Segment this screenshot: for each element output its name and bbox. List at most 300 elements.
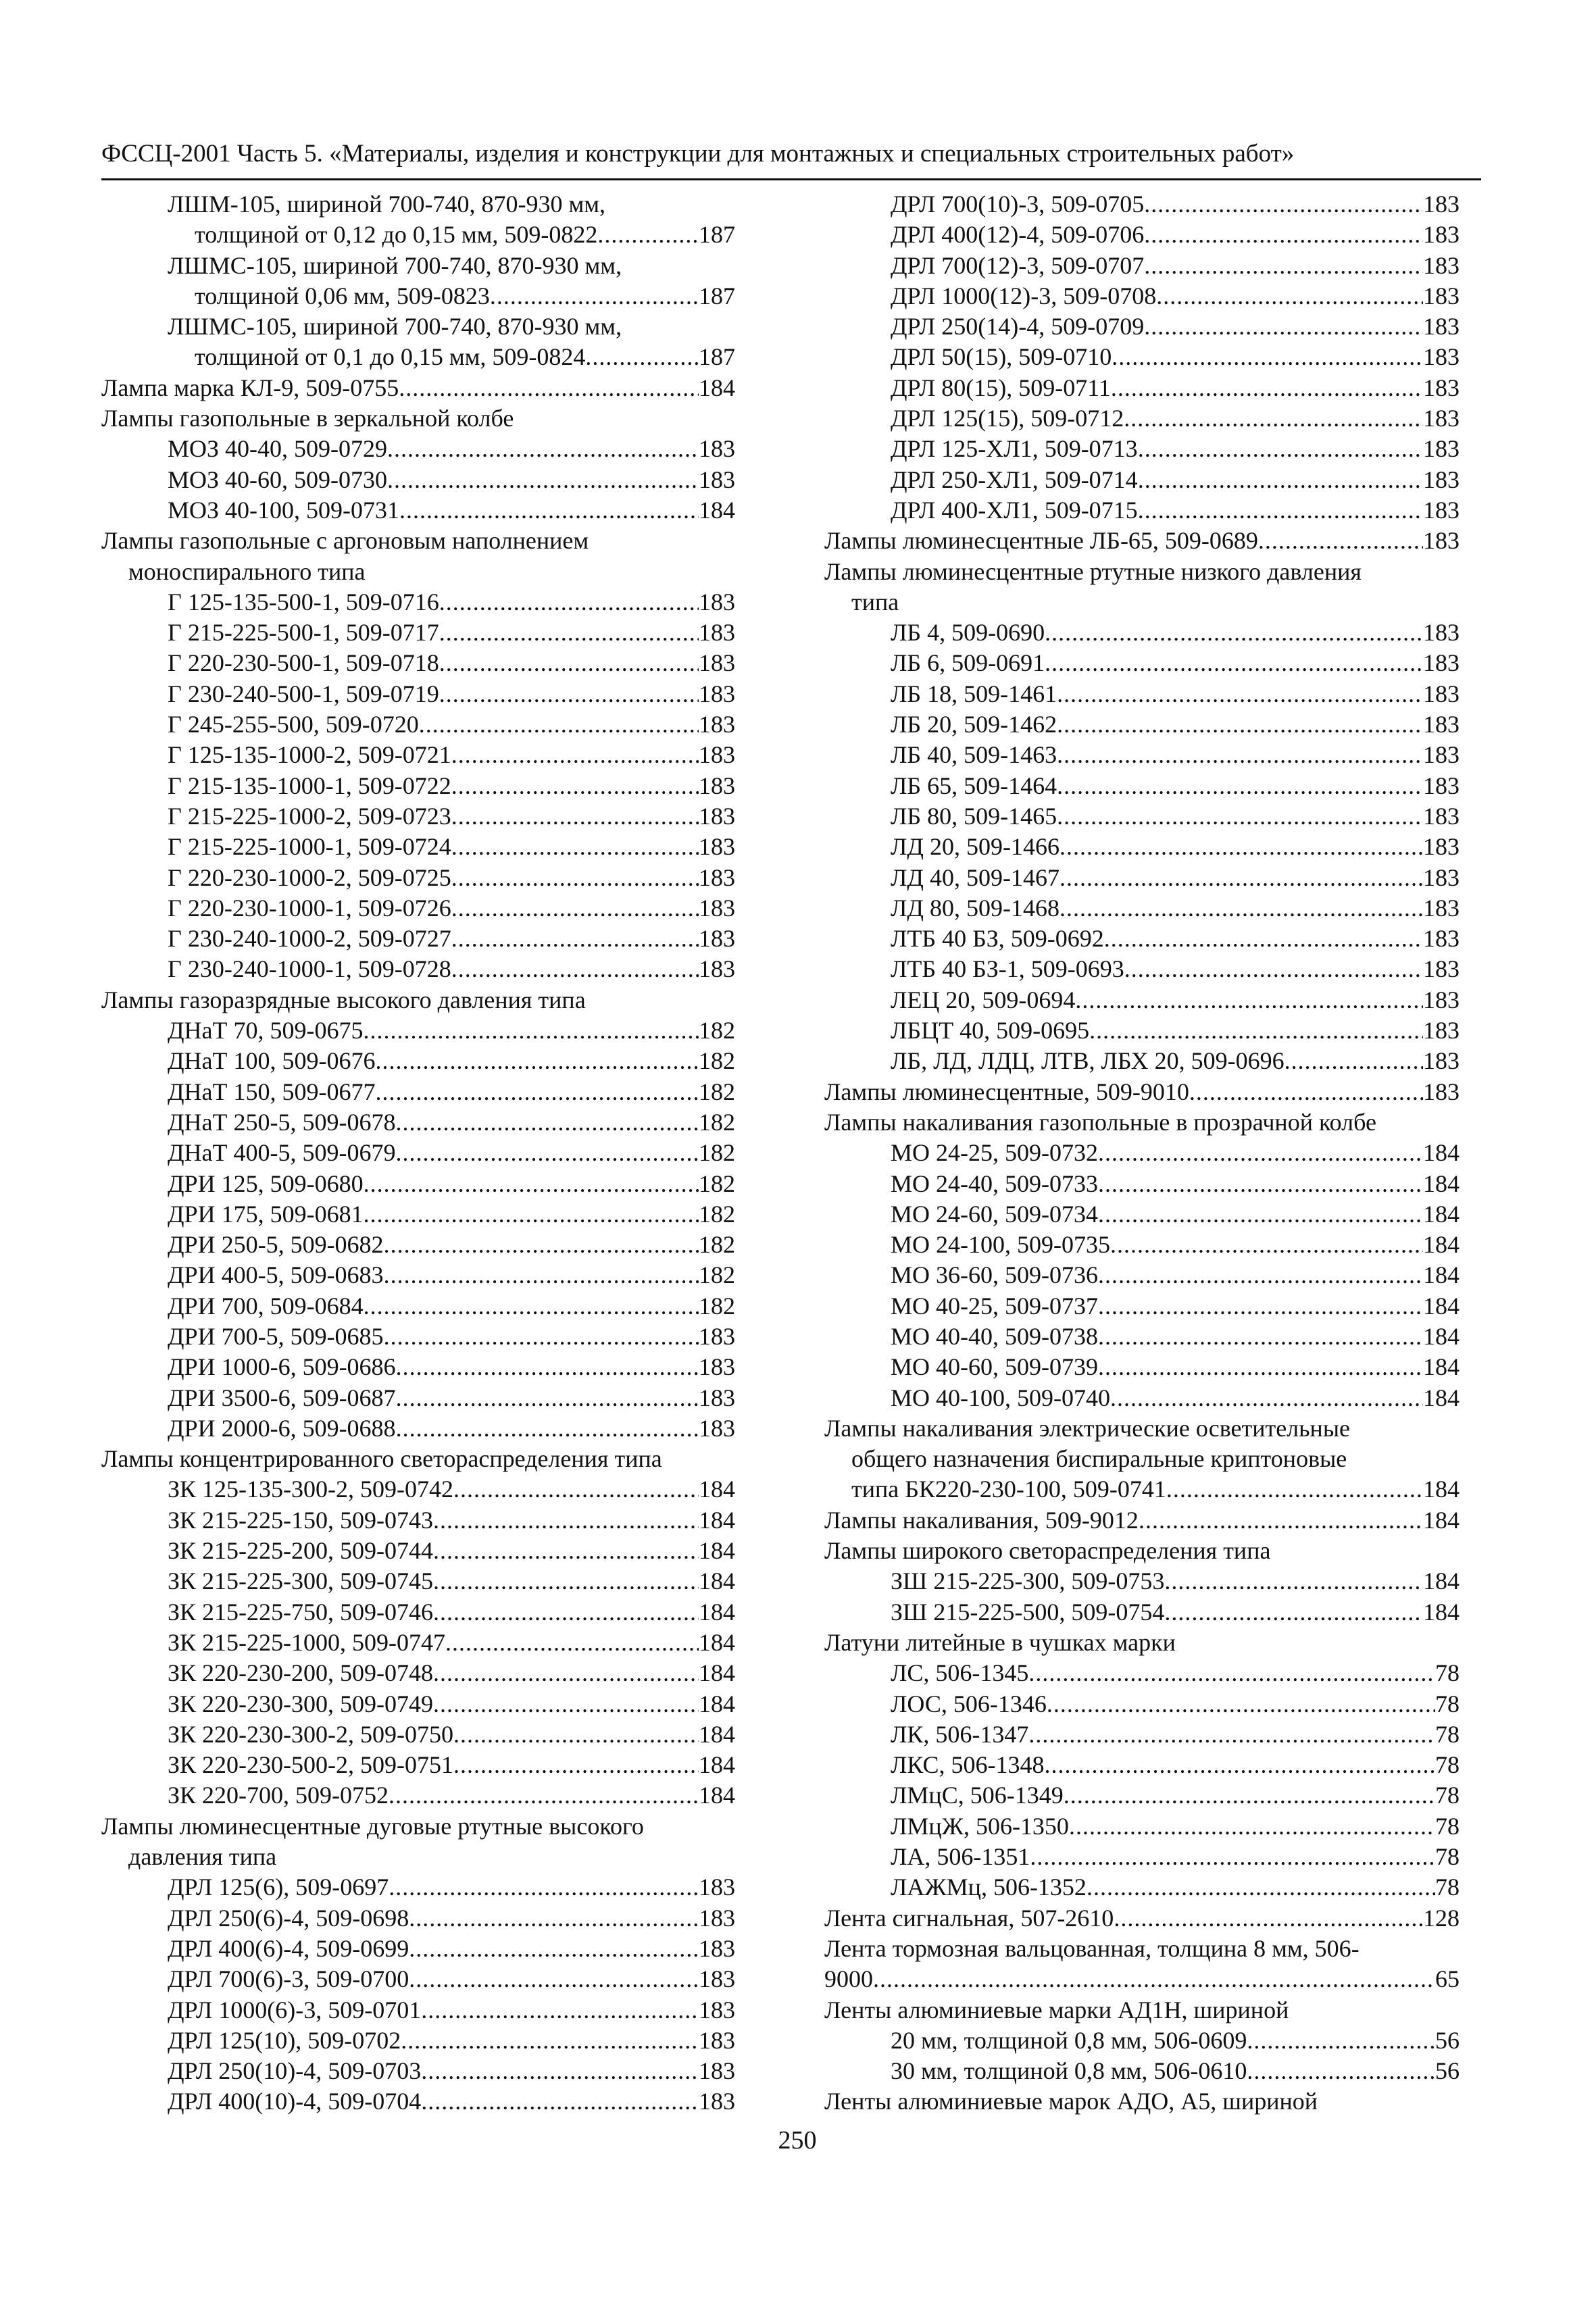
index-entry-line: [168, 1995, 735, 2026]
index-page-ref: 184: [1423, 1476, 1460, 1503]
index-entry-line: [168, 618, 735, 648]
index-entry-text: Лампы накаливания электрические осветительные: [824, 1414, 1350, 1442]
index-page-ref: 182: [699, 1139, 735, 1167]
index-entry-text: толщиной от 0,12 до 0,15 мм, 509-0822: [195, 221, 598, 249]
index-entry-line: [824, 1536, 1460, 1566]
index-subentry: [824, 985, 1460, 1015]
index-entry-line: [168, 1872, 735, 1903]
index-page-ref: 182: [699, 1108, 735, 1136]
index-entry-line: [168, 1597, 735, 1628]
index-page-ref: 183: [1423, 1017, 1460, 1045]
index-entry-text: ЛМцЖ, 506-1350: [891, 1812, 1069, 1840]
index-entry-line: [168, 648, 735, 678]
dot-leader: [399, 495, 699, 526]
index-entry-text: ДРЛ 125(6), 509-0697: [168, 1873, 389, 1901]
index-subentry: [101, 1964, 735, 1994]
index-entry-line: [891, 495, 1460, 526]
index-entry-text: ЗШ 215-225-500, 509-0754: [891, 1598, 1165, 1626]
index-subentry: [824, 1230, 1460, 1260]
index-subentry: [824, 465, 1460, 495]
page-number: 250: [778, 2126, 817, 2155]
index-page-ref: 187: [699, 282, 735, 309]
dot-leader: [384, 1260, 699, 1290]
index-entry-line: [168, 1566, 735, 1596]
index-subentry: [101, 1015, 735, 1046]
index-entry-text: типа: [851, 588, 899, 615]
index-entry-text: МОЗ 40-40, 509-0729: [168, 435, 388, 463]
index-entry-line: [168, 1230, 735, 1260]
index-page-ref: 183: [1423, 955, 1460, 983]
index-subentry: [824, 1842, 1460, 1872]
index-page-ref: 183: [699, 588, 735, 615]
index-entry-text: ДРЛ 250(14)-4, 509-0709: [891, 313, 1145, 341]
index-subentry: [824, 251, 1460, 281]
index-subentry: [101, 1199, 735, 1230]
index-page-ref: 184: [1423, 1169, 1460, 1197]
dot-leader: [1144, 189, 1423, 220]
index-entry-text: ЛТБ 40 БЗ, 509-0692: [891, 925, 1104, 953]
index-subentry: [101, 587, 735, 618]
index-entry-line: [168, 1107, 735, 1138]
index-entry-line: [168, 1260, 735, 1290]
index-entry-line: [168, 434, 735, 464]
index-entry-line: [891, 1719, 1460, 1750]
dot-leader: [409, 1964, 699, 1994]
index-entry-line: [891, 403, 1460, 434]
dot-leader: [1057, 709, 1423, 740]
index-entry-line: [168, 801, 735, 832]
index-entry-line: [891, 648, 1460, 678]
index-entry-text: Лампа марка КЛ-9, 509-0755: [101, 374, 399, 401]
index-entry-text: ДРИ 125, 509-0680: [168, 1169, 364, 1197]
index-entry-text: ЛТБ 40 БЗ-1, 509-0693: [891, 955, 1124, 983]
index-page-ref: 184: [1423, 1200, 1460, 1228]
index-entry-text: ДРЛ 50(15), 509-0710: [891, 343, 1112, 371]
index-page-ref: 183: [699, 802, 735, 830]
index-page-ref: 182: [699, 1261, 735, 1289]
index-entry-line: [891, 1322, 1460, 1352]
index-subentry: [824, 1138, 1460, 1168]
index-entry-line: [168, 740, 735, 770]
index-entry-line: [824, 1444, 1460, 1474]
index-page-ref: 183: [699, 1904, 735, 1932]
index-entry-text: ЛБ 80, 509-1465: [891, 802, 1057, 830]
index-page-ref: 184: [1423, 1292, 1460, 1319]
dot-leader: [585, 342, 699, 372]
index-entry-line: [168, 1291, 735, 1322]
index-page-ref: 184: [699, 1782, 735, 1809]
index-entry-line: [101, 526, 735, 556]
index-entry-text: ЗК 220-230-200, 509-0748: [168, 1659, 434, 1687]
index-entry-text: ДНаТ 250-5, 509-0678: [168, 1108, 396, 1136]
index-entry-line: [824, 1964, 1460, 1994]
index-entry-line: [891, 434, 1460, 464]
index-page-ref: 183: [699, 1934, 735, 1962]
dot-leader: [433, 1505, 699, 1536]
index-page-ref: 183: [699, 863, 735, 891]
index-subentry: [101, 1383, 735, 1413]
index-subentry: [101, 1780, 735, 1811]
index-entry-line: [168, 342, 735, 372]
index-subentry: [101, 1658, 735, 1688]
index-subentry: [824, 648, 1460, 678]
index-page-ref: 183: [1423, 405, 1460, 432]
index-entry-text: ЛБ 65, 509-1464: [891, 772, 1057, 799]
index-entry-line: [168, 771, 735, 801]
index-entry: [824, 1505, 1460, 1536]
dot-leader: [1089, 1015, 1423, 1046]
index-subentry: [101, 311, 735, 373]
dot-leader: [1098, 1291, 1423, 1322]
index-subentry: [824, 311, 1460, 342]
dot-leader: [1139, 1505, 1423, 1536]
index-page-ref: 183: [1423, 496, 1460, 524]
index-entry-line: [891, 1260, 1460, 1290]
index-entry-text: ДНаТ 70, 509-0675: [168, 1017, 364, 1045]
index-entry-text: Лампы газопольные с аргоновым наполнением: [101, 527, 589, 555]
index-subentry: [824, 924, 1460, 954]
page-header: ФССЦ-2001 Часть 5. «Материалы, изделия и конструкции для монтажных и специальных строительных работ»: [101, 140, 1295, 168]
index-subentry: [101, 1169, 735, 1199]
index-entry-text: ДРЛ 700(10)-3, 509-0705: [891, 191, 1145, 218]
index-entry-line: [891, 1291, 1460, 1322]
index-page-ref: 78: [1435, 1873, 1460, 1901]
dot-leader: [453, 1474, 699, 1505]
index-page-ref: 183: [1423, 1078, 1460, 1105]
dot-leader: [1156, 281, 1423, 311]
dot-leader: [433, 1689, 699, 1719]
index-entry-text: Г 215-225-500-1, 509-0717: [168, 619, 439, 647]
index-entry: [824, 1107, 1460, 1138]
index-entry: [824, 1995, 1460, 2026]
index-page-ref: 182: [699, 1231, 735, 1259]
index-page-ref: 184: [699, 1628, 735, 1656]
index-page-ref: 184: [699, 1567, 735, 1595]
index-subentry: [824, 1719, 1460, 1750]
dot-leader: [409, 1934, 699, 1964]
index-entry-line: [891, 679, 1460, 709]
index-entry-text: Лента сигнальная, 507-2610: [824, 1904, 1114, 1932]
index-entry-text: Лампы люминесцентные ЛБ-65, 509-0689: [824, 527, 1258, 555]
index-page-ref: 183: [1423, 221, 1460, 249]
dot-leader: [433, 1536, 699, 1566]
index-entry-text: давления типа: [128, 1843, 277, 1871]
index-entry-text: Лампы накаливания газопольные в прозрачной колбе: [824, 1108, 1376, 1136]
index-page-ref: 183: [1423, 802, 1460, 830]
index-entry-text: ДРЛ 250(10)-4, 509-0703: [168, 2057, 422, 2085]
index-subentry: [101, 1352, 735, 1382]
index-entry-line: [891, 1750, 1460, 1780]
index-subentry: [824, 1322, 1460, 1352]
index-entry-line: [168, 2026, 735, 2056]
dot-leader: [364, 1015, 699, 1046]
index-subentry: [101, 1291, 735, 1322]
index-entry: [824, 557, 1460, 618]
index-entry-text: моноспирального типа: [128, 557, 366, 585]
index-entry-text: Ленты алюминиевые марки АД1Н, шириной: [824, 1996, 1289, 2023]
index-entry-text: ЛБЦТ 40, 509-0695: [891, 1017, 1090, 1045]
index-entry-text: ДРИ 1000-6, 509-0686: [168, 1353, 396, 1381]
index-subentry: [101, 1077, 735, 1107]
index-entry-text: ЛШМ-105, шириной 700-740, 870-930 мм,: [168, 191, 606, 218]
index-entry-text: МО 40-60, 509-0739: [891, 1353, 1098, 1381]
index-subentry: [824, 1597, 1460, 1628]
dot-leader: [439, 618, 699, 648]
dot-leader: [1285, 1046, 1423, 1076]
index-entry-text: ЛКС, 506-1348: [891, 1751, 1045, 1779]
index-entry-text: Лента тормозная вальцованная, толщина 8 мм, 506-: [824, 1934, 1360, 1962]
index-entry-line: [168, 1015, 735, 1046]
index-page-ref: 184: [699, 1537, 735, 1565]
index-page-ref: 184: [699, 1751, 735, 1779]
index-subentry: [101, 189, 735, 251]
index-subentry: [101, 740, 735, 770]
dot-leader: [384, 1322, 699, 1352]
dot-leader: [1098, 1138, 1423, 1168]
index-entry-line: [168, 1536, 735, 1566]
dot-leader: [1045, 648, 1423, 678]
index-page-ref: 184: [1423, 1322, 1460, 1350]
index-entry-text: Г 220-230-1000-2, 509-0725: [168, 863, 451, 891]
index-entry-text: МО 40-25, 509-0737: [891, 1292, 1098, 1319]
index-entry-line: [891, 251, 1460, 281]
index-entry-text: ЗК 215-225-750, 509-0746: [168, 1598, 434, 1626]
index-entry-text: Г 230-240-1000-1, 509-0728: [168, 955, 451, 983]
index-subentry: [824, 1169, 1460, 1199]
index-entry-text: ДРИ 175, 509-0681: [168, 1200, 364, 1228]
index-entry-line: [891, 771, 1460, 801]
index-entry-line: [891, 1383, 1460, 1413]
index-page-ref: 183: [1423, 711, 1460, 738]
index-entry-line: [168, 1322, 735, 1352]
index-entry-line: [891, 1015, 1460, 1046]
index-entry-text: ЛБ 4, 509-0690: [891, 619, 1045, 647]
index-entry-line: [891, 1658, 1460, 1688]
index-entry-text: ДРИ 700, 509-0684: [168, 1292, 364, 1319]
dot-leader: [1028, 1658, 1435, 1688]
index-entry-line: [824, 1077, 1460, 1107]
index-entry-text: ЛБ 20, 509-1462: [891, 711, 1057, 738]
dot-leader: [1057, 679, 1423, 709]
index-entry-text: Лампы широкого светораспределения типа: [824, 1537, 1271, 1565]
index-page-ref: 184: [699, 1476, 735, 1503]
index-entry: [101, 373, 735, 403]
index-subentry: [824, 679, 1460, 709]
dot-leader: [1057, 801, 1423, 832]
index-subentry: [824, 1015, 1460, 1046]
index-subentry: [101, 1995, 735, 2026]
index-page-ref: 183: [699, 2088, 735, 2115]
index-entry-text: ЛБ 6, 509-0691: [891, 649, 1045, 677]
index-subentry: [101, 1260, 735, 1290]
dot-leader: [1059, 832, 1423, 862]
index-entry-text: Г 215-225-1000-1, 509-0724: [168, 833, 451, 861]
index-entry-text: Лампы люминесцентные, 509-9010: [824, 1078, 1189, 1105]
index-entry-text: ДРЛ 80(15), 509-0711: [891, 374, 1111, 401]
index-entry-line: [824, 1413, 1460, 1444]
index-entry-line: [891, 1199, 1460, 1230]
index-subentry: [824, 801, 1460, 832]
index-entry-text: Лампы газопольные в зеркальной колбе: [101, 405, 514, 432]
index-entry-text: МО 24-25, 509-0732: [891, 1139, 1098, 1167]
index-entry-text: Лампы люминесцентные ртутные низкого давления: [824, 557, 1362, 585]
index-entry-text: Латуни литейные в чушках марки: [824, 1628, 1176, 1656]
dot-leader: [396, 1352, 699, 1382]
index-subentry: [101, 924, 735, 954]
dot-leader: [421, 2086, 699, 2117]
index-entry-line: [824, 557, 1460, 587]
dot-leader: [364, 1169, 699, 1199]
index-page-ref: 183: [699, 466, 735, 493]
index-entry-line: [891, 1689, 1460, 1719]
index-subentry: [824, 1872, 1460, 1903]
index-entry-line: [824, 1903, 1460, 1934]
index-page-ref: 184: [1423, 1261, 1460, 1289]
dot-leader: [396, 1107, 699, 1138]
index-entry-text: ЗК 215-225-200, 509-0744: [168, 1537, 434, 1565]
index-entry: [824, 1536, 1460, 1566]
header-rule: [101, 178, 1481, 180]
index-subentry: [101, 2086, 735, 2117]
index-entry: [824, 1903, 1460, 1934]
index-entry-line: [891, 863, 1460, 893]
index-entry-line: [168, 1383, 735, 1413]
index-subentry: [824, 1383, 1460, 1413]
index-page-ref: 183: [699, 711, 735, 738]
index-page-ref: 183: [1423, 741, 1460, 769]
dot-leader: [1144, 220, 1423, 250]
dot-leader: [1258, 526, 1423, 556]
index-entry-text: ДРЛ 400(12)-4, 509-0706: [891, 221, 1145, 249]
index-entry-line: [891, 1842, 1460, 1872]
dot-leader: [376, 1077, 699, 1107]
index-subentry: [101, 1413, 735, 1444]
dot-leader: [453, 1750, 699, 1780]
index-subentry: [824, 373, 1460, 403]
dot-leader: [1057, 740, 1423, 770]
dot-leader: [453, 1719, 699, 1750]
index-entry-line: [824, 1107, 1460, 1138]
index-subentry: [101, 679, 735, 709]
dot-leader: [1047, 1689, 1435, 1719]
index-entry-line: [824, 1628, 1460, 1658]
dot-leader: [387, 465, 699, 495]
index-page-ref: 184: [699, 374, 735, 401]
dot-leader: [409, 1903, 699, 1934]
index-page-ref: 183: [1423, 986, 1460, 1013]
index-page-ref: 183: [1423, 863, 1460, 891]
dot-leader: [1059, 863, 1423, 893]
index-page-ref: 184: [1423, 1506, 1460, 1534]
index-entry-text: Г 230-240-500-1, 509-0719: [168, 680, 439, 707]
index-subentry: [824, 1566, 1460, 1596]
index-entry-line: [891, 801, 1460, 832]
index-page-ref: 183: [699, 2026, 735, 2054]
index-entry-text: ЗК 215-225-1000, 509-0747: [168, 1628, 446, 1656]
dot-leader: [1110, 1383, 1423, 1413]
index-page-ref: 183: [1423, 374, 1460, 401]
index-entry-line: [891, 924, 1460, 954]
index-entry-text: ЗК 220-230-500-2, 509-0751: [168, 1751, 453, 1779]
index-entry-line: [891, 985, 1460, 1015]
index-entry-text: ЗК 215-225-300, 509-0745: [168, 1567, 434, 1595]
index-page-ref: 128: [1423, 1904, 1460, 1932]
dot-leader: [1057, 771, 1423, 801]
index-entry-text: Г 215-135-1000-1, 509-0722: [168, 772, 451, 799]
dot-leader: [1064, 1780, 1435, 1811]
index-page-ref: 56: [1435, 2057, 1460, 2085]
index-entry-line: [168, 251, 735, 281]
index-page-ref: 184: [699, 1659, 735, 1687]
dot-leader: [451, 924, 699, 954]
index-entry-text: ДРЛ 700(6)-3, 509-0700: [168, 1965, 409, 1993]
index-subentry: [101, 1597, 735, 1628]
dot-leader: [1124, 954, 1423, 984]
index-entry-line: [891, 220, 1460, 250]
index-entry-line: [824, 526, 1460, 556]
index-subentry: [824, 2026, 1460, 2056]
index-entry-line: [824, 1474, 1460, 1505]
index-subentry: [824, 220, 1460, 250]
dot-leader: [597, 220, 699, 250]
index-entry-line: [168, 1352, 735, 1382]
index-subentry: [824, 1811, 1460, 1842]
index-entry-line: [168, 1628, 735, 1658]
index-entry-line: [168, 1750, 735, 1780]
index-entry-text: общего назначения биспиральные криптоновые: [851, 1445, 1347, 1473]
index-entry-line: [168, 863, 735, 893]
index-page-ref: 183: [1423, 1047, 1460, 1075]
index-page-ref: 183: [699, 833, 735, 861]
index-entry-text: Лампы накаливания, 509-9012: [824, 1506, 1139, 1534]
index-page-ref: 56: [1435, 2026, 1460, 2054]
index-entry-line: [168, 189, 735, 220]
index-entry-text: ДРЛ 125(10), 509-0702: [168, 2026, 401, 2054]
index-entry: [101, 403, 735, 434]
index-subentry: [101, 1689, 735, 1719]
index-page-ref: 183: [699, 955, 735, 983]
index-subentry: [824, 1291, 1460, 1322]
index-entry-text: ДНаТ 150, 509-0677: [168, 1078, 376, 1105]
index-subentry: [824, 1780, 1460, 1811]
index-page-ref: 78: [1435, 1720, 1460, 1748]
index-entry-line: [168, 2086, 735, 2117]
dot-leader: [1138, 465, 1423, 495]
index-page-ref: 182: [699, 1017, 735, 1045]
index-entry-line: [168, 1964, 735, 1994]
index-page-ref: 183: [699, 1322, 735, 1350]
index-subentry: [101, 465, 735, 495]
index-subentry: [824, 954, 1460, 984]
index-entry-text: ДНаТ 400-5, 509-0679: [168, 1139, 396, 1167]
index-subentry: [101, 1138, 735, 1168]
dot-leader: [419, 709, 699, 740]
index-entry-line: [891, 465, 1460, 495]
index-page-ref: 184: [699, 1690, 735, 1717]
index-entry-line: [168, 1413, 735, 1444]
index-entry: [824, 1934, 1460, 1995]
index-entry: [101, 1444, 735, 1474]
dot-leader: [1087, 1872, 1435, 1903]
index-page-ref: 184: [699, 496, 735, 524]
dot-leader: [1164, 1597, 1423, 1628]
index-entry-text: ЛС, 506-1345: [891, 1659, 1029, 1687]
index-entry-text: ЗК 220-230-300, 509-0749: [168, 1690, 434, 1717]
index-subentry: [101, 832, 735, 862]
index-entry-text: ДРЛ 400(10)-4, 509-0704: [168, 2088, 422, 2115]
index-entry-text: ЛШМС-105, шириной 700-740, 870-930 мм,: [168, 251, 622, 279]
index-entry-text: ДРЛ 1000(12)-3, 509-0708: [891, 282, 1157, 309]
